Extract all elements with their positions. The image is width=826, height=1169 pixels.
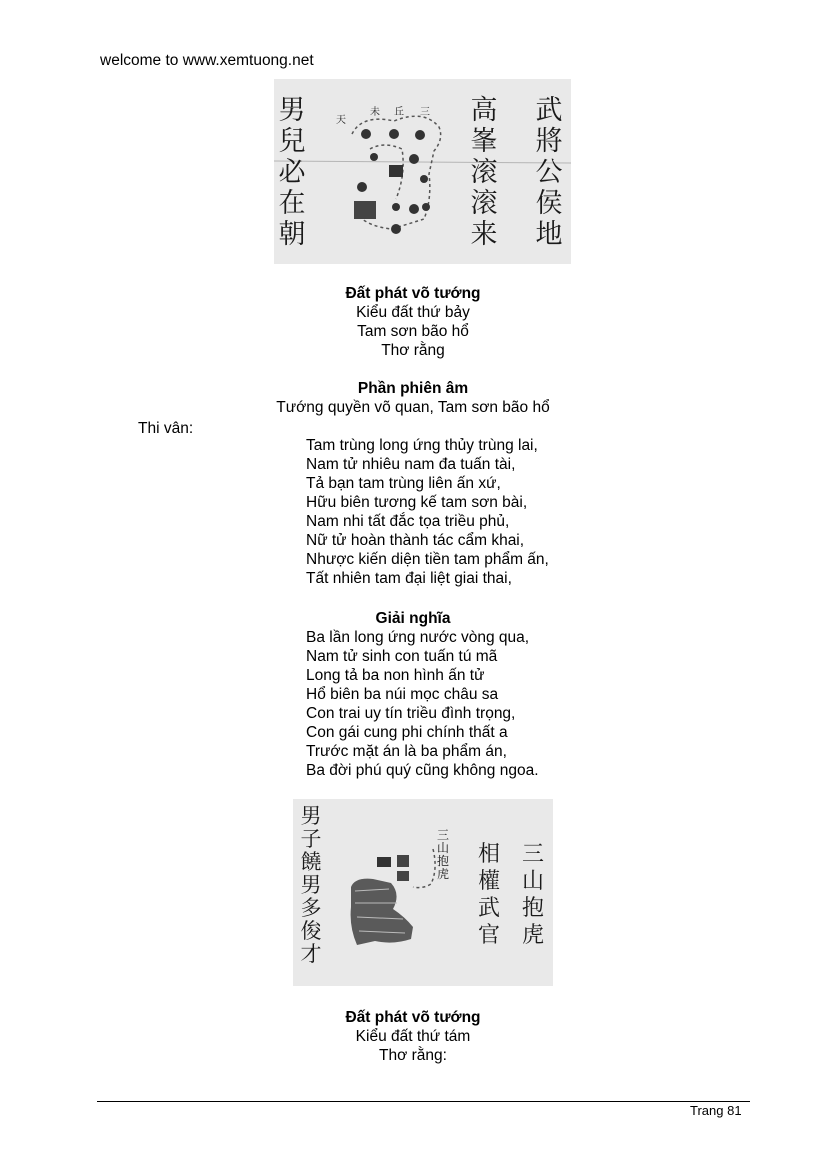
section2-subtitle: Tướng quyền võ quan, Tam sơn bão hổ	[276, 399, 550, 416]
image1-middle-column	[471, 95, 498, 250]
section1-line: Kiểu đất thứ bảy	[356, 304, 470, 321]
cjk-char: 男	[278, 95, 306, 126]
site-mark	[397, 871, 409, 881]
image1-left-column	[279, 95, 307, 250]
site-mark	[415, 130, 425, 140]
diagram-small-label: 丘	[394, 107, 404, 118]
cjk-char: 朝	[278, 219, 306, 250]
image2-left-column	[301, 804, 322, 966]
site-mark	[392, 203, 400, 211]
poem-line: Nhược kiến diện tiền tam phẩm ấn,	[306, 551, 549, 568]
cjk-char: 在	[278, 188, 306, 219]
site-mark	[422, 203, 430, 211]
site-mark	[357, 182, 367, 192]
cjk-char: 男	[300, 804, 322, 828]
cjk-char: 滚	[470, 157, 498, 188]
meaning-line: Ba lần long ứng nước vòng qua,	[306, 629, 530, 646]
cjk-char: 侯	[535, 188, 563, 219]
section4-title: Đất phát võ tướng	[345, 1009, 481, 1026]
site-mark	[389, 165, 403, 177]
poem-line: Nam nhi tất đắc tọa triều phủ,	[306, 513, 510, 530]
cjk-char: 虎	[521, 923, 545, 948]
cjk-char: 三	[436, 828, 450, 842]
poem-line: Nam tử nhiêu nam đa tuấn tài,	[306, 456, 516, 473]
poem-line: Tam trùng long ứng thủy trùng lai,	[306, 437, 538, 454]
cjk-char: 相	[477, 842, 501, 867]
cjk-char: 虎	[436, 867, 450, 881]
geomancy-diagram-image-2	[293, 799, 553, 986]
site-mark	[397, 855, 409, 867]
section1-line: Thơ rằng	[381, 342, 445, 359]
cjk-char: 饒	[300, 850, 322, 874]
cjk-char: 山	[521, 869, 545, 894]
section4-line: Kiểu đất thứ tám	[355, 1028, 471, 1045]
footer-rule	[97, 1101, 750, 1102]
header-site-text: welcome to www.xemtuong.net	[100, 52, 314, 69]
cjk-char: 武	[535, 95, 563, 126]
poem-line: Hữu biên tương kế tam sơn bài,	[306, 494, 528, 511]
diagram-small-label: 未	[370, 107, 380, 118]
cjk-char: 公	[535, 157, 563, 188]
diagram-small-label: 天	[336, 115, 346, 126]
cjk-char: 武	[477, 896, 501, 921]
meaning-line: Con trai uy tín triều đình trọng,	[306, 705, 516, 722]
cjk-char: 權	[477, 869, 501, 894]
meaning-line: Hổ biên ba núi mọc châu sa	[306, 686, 499, 703]
cjk-char: 必	[278, 157, 306, 188]
section2-title: Phần phiên âm	[357, 380, 469, 397]
page-number: Trang 81	[690, 1103, 742, 1118]
geomancy-diagram-image-1	[274, 79, 571, 264]
section3-title: Giải nghĩa	[375, 610, 451, 627]
image2-small-column	[437, 828, 449, 881]
cjk-char: 官	[477, 923, 501, 948]
image1-right-column	[536, 95, 563, 250]
site-mark	[370, 153, 378, 161]
site-mark	[420, 175, 428, 183]
poem-line: Nữ tử hoàn thành tác cẩm khai,	[306, 532, 525, 549]
section1-title: Đất phát võ tướng	[345, 285, 481, 302]
cjk-char: 三	[521, 842, 545, 867]
cjk-char: 滚	[470, 188, 498, 219]
meaning-line: Trước mặt án là ba phẩm án,	[306, 743, 507, 760]
cjk-char: 高	[470, 95, 498, 126]
cjk-char: 抱	[521, 896, 545, 921]
cjk-char: 多	[300, 896, 322, 920]
meaning-line: Long tả ba non hình ấn tử	[306, 667, 485, 684]
cjk-char: 才	[300, 942, 322, 966]
cjk-char: 將	[535, 126, 563, 157]
cjk-char: 俊	[300, 919, 322, 943]
site-mark	[361, 129, 371, 139]
cjk-char: 山	[436, 841, 450, 855]
cjk-char: 兒	[278, 126, 306, 157]
diagram-small-label: 三	[420, 107, 430, 118]
poem-line: Tất nhiên tam đại liệt giai thai,	[306, 570, 512, 587]
cjk-char: 来	[470, 219, 498, 250]
poem-line: Tả bạn tam trùng liên ấn xứ,	[306, 475, 501, 492]
site-mark	[354, 201, 376, 219]
meaning-line: Con gái cung phi chính thất a	[306, 724, 508, 741]
cjk-char: 峯	[470, 126, 498, 157]
poem-label: Thi vân:	[138, 420, 194, 437]
site-mark	[391, 224, 401, 234]
cjk-char: 地	[535, 219, 563, 250]
section4-line: Thơ rằng:	[379, 1047, 447, 1064]
site-mark	[389, 129, 399, 139]
site-mark	[409, 204, 419, 214]
site-mark	[377, 857, 391, 867]
cjk-char: 男	[300, 873, 322, 897]
meaning-line: Ba đời phú quý cũng không ngoa.	[306, 762, 539, 779]
cjk-char: 子	[300, 827, 322, 851]
cjk-char: 抱	[436, 854, 450, 868]
site-mark	[409, 154, 419, 164]
meaning-line: Nam tử sinh con tuấn tú mã	[306, 648, 498, 665]
section1-line: Tam sơn bão hổ	[357, 323, 469, 340]
